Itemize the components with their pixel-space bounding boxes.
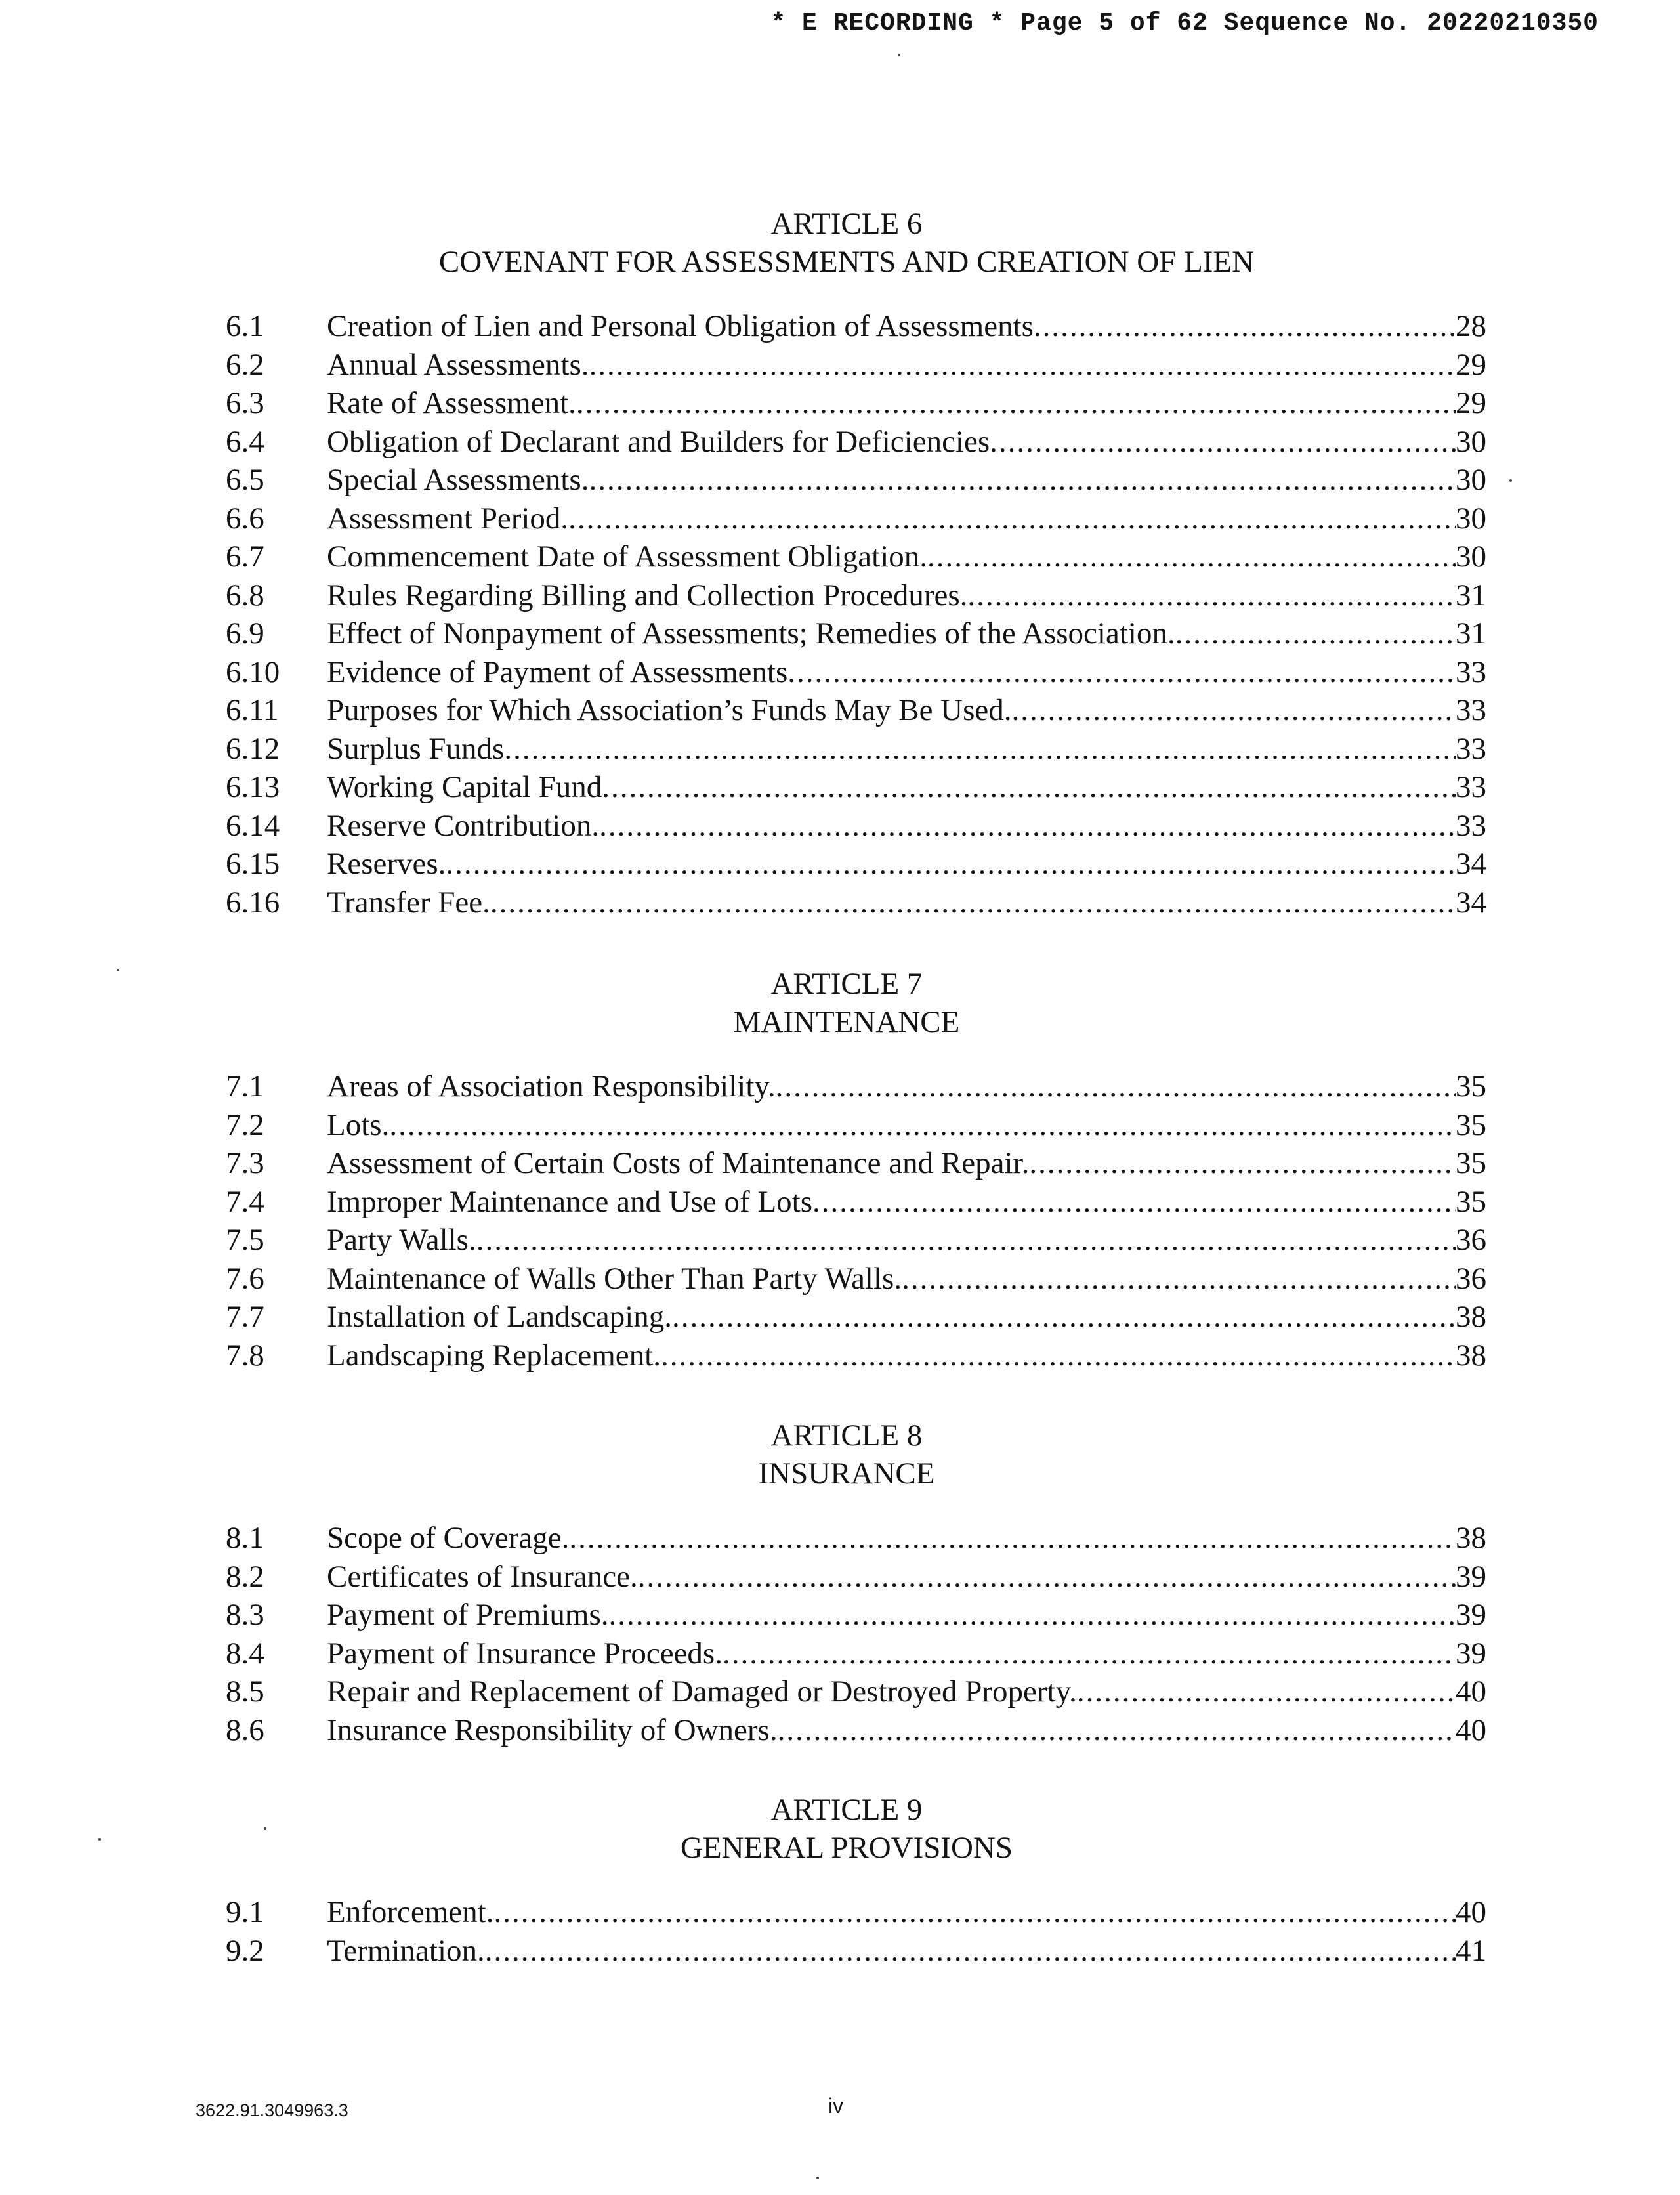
article-9-section: [0, 1791, 1680, 1970]
dot-leader: [990, 423, 1456, 461]
toc-entry-title: Landscaping Replacement.: [327, 1338, 661, 1373]
toc-list: [0, 307, 1680, 922]
toc-entry-page: 39: [1456, 1636, 1486, 1671]
toc-entry-page: 29: [1456, 347, 1486, 382]
toc-entry[interactable]: [0, 384, 1680, 423]
scan-speck: [1509, 479, 1512, 482]
toc-entry-number: 6.7: [226, 540, 264, 574]
dot-leader: [778, 1711, 1456, 1750]
dot-leader: [609, 1596, 1456, 1634]
toc-entry-number: 8.2: [226, 1559, 264, 1594]
toc-entry-title: Enforcement.: [327, 1895, 494, 1929]
scan-speck: [117, 969, 119, 971]
toc-entry-number: 7.3: [226, 1146, 264, 1180]
article-title: INSURANCE: [758, 1457, 935, 1491]
toc-entry-page: 30: [1456, 540, 1486, 574]
dot-leader: [1029, 1144, 1456, 1183]
toc-entry[interactable]: [0, 576, 1680, 615]
toc-entry-number: 6.16: [226, 885, 280, 920]
toc-entry-number: 6.2: [226, 347, 264, 382]
toc-entry-number: 8.3: [226, 1598, 264, 1632]
toc-entry-page: 29: [1456, 386, 1486, 420]
toc-entry[interactable]: [0, 1067, 1680, 1106]
toc-entry-page: 30: [1456, 424, 1486, 459]
toc-entry-number: 7.5: [226, 1223, 264, 1257]
article-title: MAINTENANCE: [733, 1005, 960, 1039]
dot-leader: [568, 500, 1456, 538]
toc-entry-page: 34: [1456, 847, 1486, 881]
toc-entry[interactable]: [0, 1183, 1680, 1222]
dot-leader: [661, 1336, 1456, 1375]
toc-entry-number: 6.5: [226, 463, 264, 497]
toc-entry[interactable]: [0, 1260, 1680, 1298]
dot-leader: [576, 384, 1456, 423]
toc-entry-page: 38: [1456, 1338, 1486, 1373]
article-8-section: [0, 1417, 1680, 1749]
toc-entry-number: 6.11: [226, 693, 279, 727]
scan-speck: [816, 2177, 819, 2179]
toc-entry-page: 31: [1456, 616, 1486, 650]
toc-entry[interactable]: [0, 346, 1680, 385]
toc-entry-page: 34: [1456, 885, 1486, 920]
scan-speck: [264, 1827, 266, 1830]
toc-entry[interactable]: [0, 730, 1680, 769]
article-heading: [0, 1417, 1680, 1493]
toc-entry-title: Payment of Insurance Proceeds.: [327, 1636, 723, 1671]
dot-leader: [967, 576, 1456, 615]
toc-entry-title: Commencement Date of Assessment Obligation.: [327, 540, 928, 574]
toc-entry-number: 7.4: [226, 1184, 264, 1219]
toc-entry-page: 33: [1456, 654, 1486, 689]
scan-speck: [898, 54, 900, 56]
toc-entry-page: 40: [1456, 1674, 1486, 1709]
article-number: ARTICLE 7: [770, 967, 923, 1001]
toc-list: [0, 1519, 1680, 1749]
toc-entry-title: Payment of Premiums.: [327, 1598, 609, 1632]
toc-entry-title: Rate of Assessment.: [327, 386, 576, 420]
toc-entry-page: 36: [1456, 1223, 1486, 1257]
toc-entry-page: 33: [1456, 808, 1486, 843]
toc-entry-number: 8.5: [226, 1674, 264, 1709]
toc-entry-page: 38: [1456, 1300, 1486, 1334]
toc-entry-title: Certificates of Insurance.: [327, 1559, 638, 1594]
toc-entry[interactable]: [0, 1144, 1680, 1183]
toc-entry[interactable]: [0, 461, 1680, 500]
dot-leader: [927, 538, 1456, 576]
dot-leader: [476, 1221, 1456, 1260]
dot-leader: [485, 1932, 1456, 1971]
article-title: GENERAL PROVISIONS: [680, 1831, 1013, 1865]
dot-leader: [589, 461, 1456, 500]
dot-leader: [602, 768, 1456, 807]
toc-entry-title: Creation of Lien and Personal Obligation of Assessments: [327, 309, 1034, 343]
toc-entry-title: Termination.: [327, 1933, 485, 1968]
toc-entry[interactable]: [0, 1634, 1680, 1673]
toc-entry-page: 30: [1456, 501, 1486, 536]
toc-entry-number: 6.3: [226, 386, 264, 420]
dot-leader: [902, 1260, 1456, 1298]
article-number: ARTICLE 9: [770, 1793, 923, 1827]
toc-entry-page: 40: [1456, 1713, 1486, 1747]
toc-entry-page: 35: [1456, 1069, 1486, 1103]
toc-entry-page: 33: [1456, 770, 1486, 804]
toc-entry-page: 36: [1456, 1261, 1486, 1296]
toc-entry-number: 8.6: [226, 1713, 264, 1747]
dot-leader: [589, 346, 1456, 385]
toc-entry-page: 35: [1456, 1184, 1486, 1219]
toc-entry[interactable]: [0, 691, 1680, 730]
toc-entry[interactable]: [0, 1519, 1680, 1558]
toc-entry-page: 40: [1456, 1895, 1486, 1929]
toc-entry-number: 8.4: [226, 1636, 264, 1671]
dot-leader: [1077, 1673, 1456, 1711]
dot-leader: [812, 1183, 1456, 1222]
toc-entry-page: 41: [1456, 1933, 1486, 1968]
dot-leader: [490, 884, 1456, 922]
toc-entry[interactable]: [0, 500, 1680, 538]
footer-page-number: iv: [828, 2094, 844, 2118]
toc-entry[interactable]: [0, 807, 1680, 845]
toc-entry-title: Assessment of Certain Costs of Maintenance and Repair.: [327, 1146, 1030, 1180]
toc-entry-title: Maintenance of Walls Other Than Party Walls.: [327, 1261, 902, 1296]
dot-leader: [638, 1558, 1456, 1596]
toc-entry-page: 35: [1456, 1107, 1486, 1142]
dot-leader: [494, 1893, 1456, 1932]
toc-entry-number: 6.13: [226, 770, 280, 804]
dot-leader: [599, 807, 1456, 845]
toc-entry-number: 7.7: [226, 1300, 264, 1334]
toc-entry-number: 6.6: [226, 501, 264, 536]
dot-leader: [389, 1106, 1456, 1145]
toc-entry-page: 31: [1456, 578, 1486, 612]
toc-entry-number: 7.1: [226, 1069, 264, 1103]
toc-list: [0, 1067, 1680, 1375]
dot-leader: [723, 1634, 1456, 1673]
toc-entry-number: 6.9: [226, 616, 264, 650]
toc-entry[interactable]: [0, 1932, 1680, 1971]
toc-entry-page: 38: [1456, 1521, 1486, 1555]
dot-leader: [446, 845, 1456, 884]
toc-entry-title: Insurance Responsibility of Owners.: [327, 1713, 778, 1747]
toc-entry-number: 7.2: [226, 1107, 264, 1142]
toc-entry[interactable]: [0, 1673, 1680, 1711]
toc-entry-number: 7.6: [226, 1261, 264, 1296]
recording-header: * E RECORDING * Page 5 of 62 Sequence No. 20220210350: [770, 9, 1599, 37]
toc-entry-title: Special Assessments.: [327, 463, 589, 497]
toc-entry-title: Working Capital Fund: [327, 770, 602, 804]
toc-entry-title: Reserves.: [327, 847, 446, 881]
article-heading: [0, 1791, 1680, 1867]
toc-entry-title: Effect of Nonpayment of Assessments; Remedies of the Association.: [327, 616, 1175, 650]
dot-leader: [1175, 614, 1456, 653]
toc-entry-title: Installation of Landscaping.: [327, 1300, 672, 1334]
toc-entry-title: Party Walls.: [327, 1223, 476, 1257]
toc-entry[interactable]: [0, 1298, 1680, 1336]
article-heading: [0, 965, 1680, 1041]
toc-entry[interactable]: [0, 845, 1680, 884]
toc-entry-number: 7.8: [226, 1338, 264, 1373]
dot-leader: [776, 1067, 1456, 1106]
toc-entry[interactable]: [0, 1711, 1680, 1750]
toc-entry-number: 6.1: [226, 309, 264, 343]
toc-entry-number: 8.1: [226, 1521, 264, 1555]
toc-entry[interactable]: [0, 307, 1680, 346]
toc-entry[interactable]: [0, 768, 1680, 807]
dot-leader: [569, 1519, 1456, 1558]
toc-entry[interactable]: [0, 1106, 1680, 1145]
toc-entry[interactable]: [0, 1596, 1680, 1634]
toc-entry[interactable]: [0, 1893, 1680, 1932]
toc-entry-page: 30: [1456, 463, 1486, 497]
article-number: ARTICLE 6: [770, 207, 923, 241]
toc-entry-title: Transfer Fee.: [327, 885, 490, 920]
toc-entry-page: 33: [1456, 731, 1486, 766]
toc-entry-title: Evidence of Payment of Assessments: [327, 654, 788, 689]
toc-entry-title: Assessment Period.: [327, 501, 569, 536]
toc-entry[interactable]: [0, 423, 1680, 461]
toc-entry-title: Reserve Contribution.: [327, 808, 600, 843]
toc-entry-page: 39: [1456, 1559, 1486, 1594]
dot-leader: [504, 730, 1456, 769]
toc-entry-page: 35: [1456, 1146, 1486, 1180]
toc-entry-page: 39: [1456, 1598, 1486, 1632]
footer-document-id: 3622.91.3049963.3: [196, 2100, 348, 2120]
toc-entry-title: Areas of Association Responsibility.: [327, 1069, 776, 1103]
toc-entry-title: Surplus Funds: [327, 731, 505, 766]
toc-entry-title: Lots.: [327, 1107, 390, 1142]
dot-leader: [1034, 307, 1456, 346]
toc-entry-title: Scope of Coverage.: [327, 1521, 570, 1555]
toc-entry-page: 33: [1456, 693, 1486, 727]
toc-entry[interactable]: [0, 1221, 1680, 1260]
dot-leader: [1012, 691, 1456, 730]
toc-list: [0, 1893, 1680, 1970]
toc-entry-title: Purposes for Which Association’s Funds May Be Used.: [327, 693, 1012, 727]
article-title: COVENANT FOR ASSESSMENTS AND CREATION OF LIEN: [438, 245, 1255, 279]
toc-entry-title: Improper Maintenance and Use of Lots: [327, 1184, 812, 1219]
toc-entry[interactable]: [0, 653, 1680, 692]
toc-entry-number: 6.12: [226, 731, 280, 766]
toc-entry-number: 9.1: [226, 1895, 264, 1929]
toc-entry[interactable]: [0, 884, 1680, 922]
article-7-section: [0, 965, 1680, 1375]
toc-entry-title: Obligation of Declarant and Builders for Deficiencies: [327, 424, 990, 459]
toc-entry-page: 28: [1456, 309, 1486, 343]
toc-entry-number: 6.4: [226, 424, 264, 459]
toc-entry[interactable]: [0, 538, 1680, 576]
toc-entry-title: Rules Regarding Billing and Collection Procedures.: [327, 578, 968, 612]
toc-entry-title: Annual Assessments.: [327, 347, 589, 382]
toc-entry[interactable]: [0, 1336, 1680, 1375]
scan-speck: [98, 1838, 101, 1841]
toc-entry-number: 6.15: [226, 847, 280, 881]
toc-entry[interactable]: [0, 1558, 1680, 1596]
article-number: ARTICLE 8: [770, 1418, 923, 1453]
toc-entry-number: 6.10: [226, 654, 280, 689]
dot-leader: [788, 653, 1456, 692]
toc-entry[interactable]: [0, 614, 1680, 653]
toc-entry-title: Repair and Replacement of Damaged or Destroyed Property.: [327, 1674, 1077, 1709]
toc-entry-number: 6.14: [226, 808, 280, 843]
toc-entry-number: 6.8: [226, 578, 264, 612]
dot-leader: [672, 1298, 1456, 1336]
article-heading: [0, 205, 1680, 281]
article-6-section: [0, 205, 1680, 922]
toc-entry-number: 9.2: [226, 1933, 264, 1968]
